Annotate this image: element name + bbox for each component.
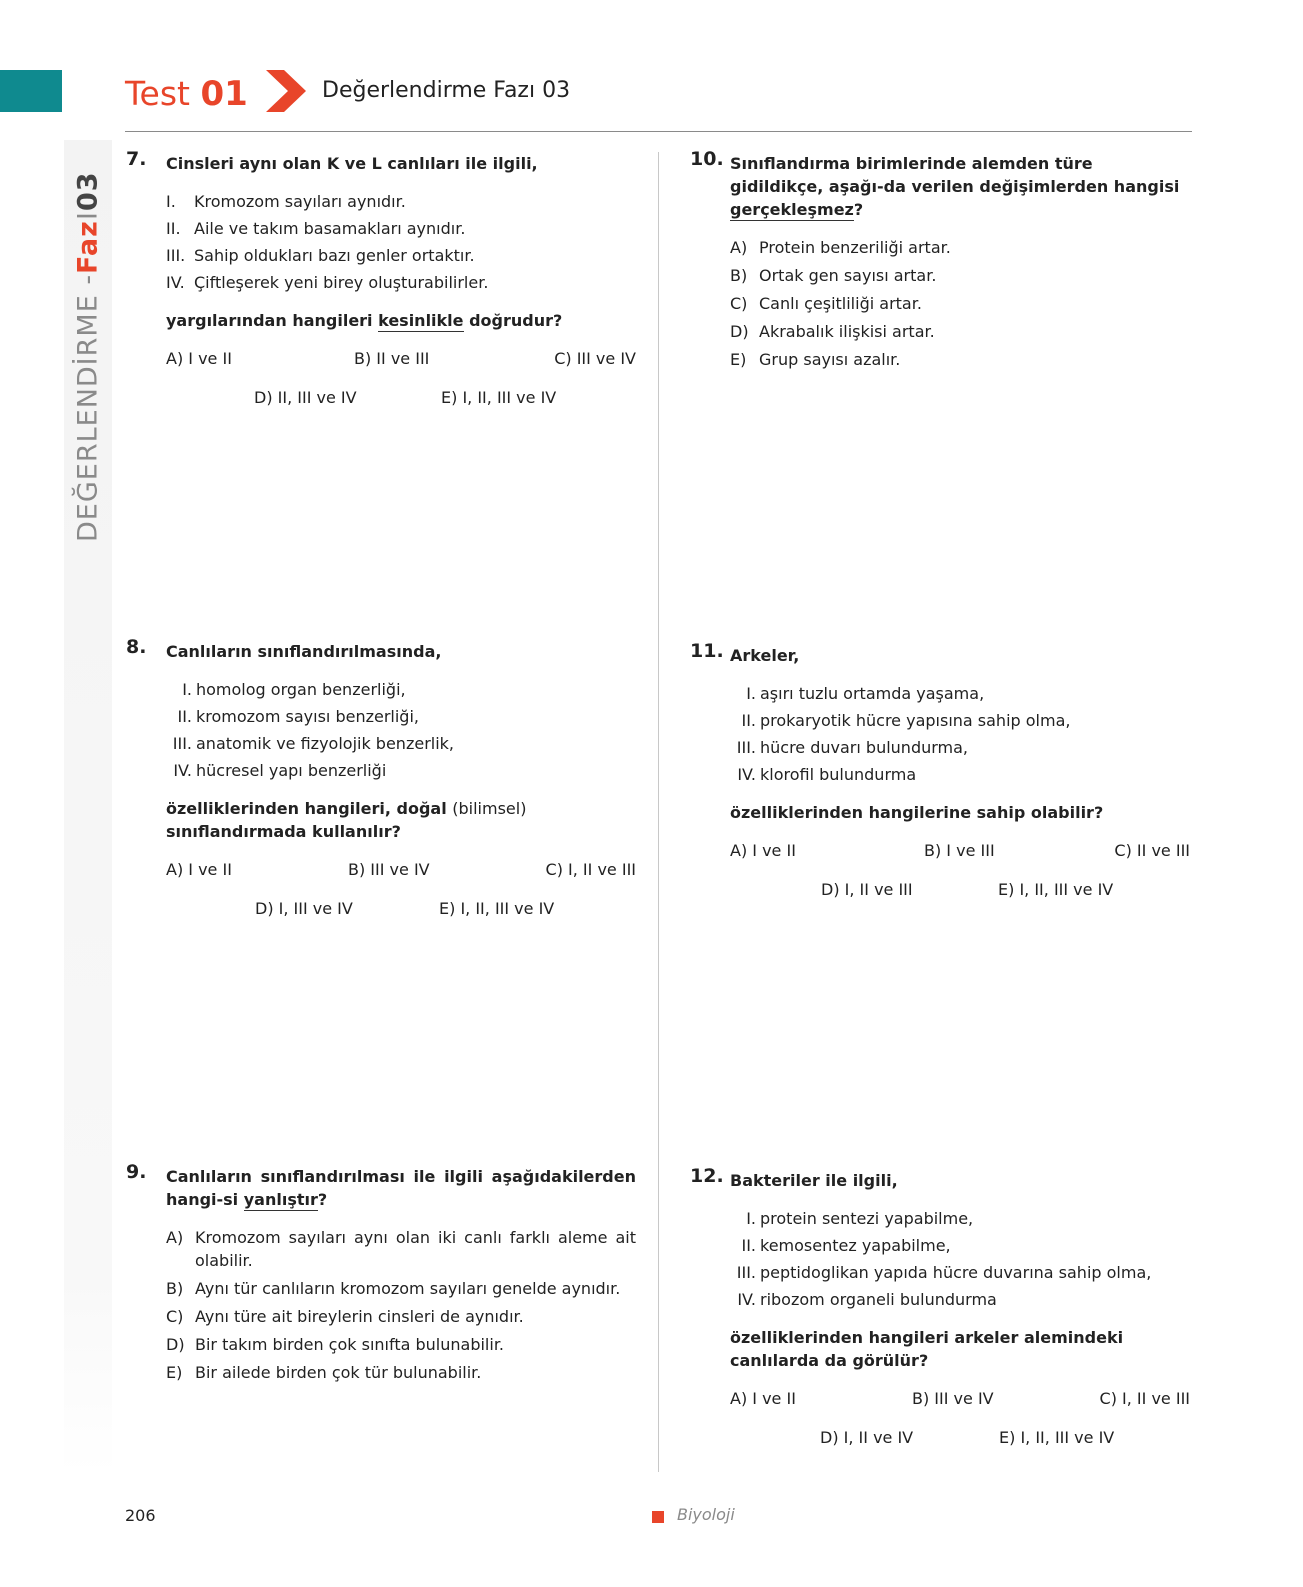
statement: IV. hücresel yapı benzerliği: [173, 761, 387, 780]
header-rule: [125, 131, 1192, 132]
options-row: [166, 897, 636, 920]
side-label-separator: I: [72, 211, 104, 221]
option-a[interactable]: A) I ve II: [166, 860, 232, 879]
question-11: [690, 640, 1190, 901]
option-a[interactable]: A) I ve II: [166, 349, 232, 368]
question-number: 7.: [126, 148, 147, 170]
statement: IV. ribozom organeli bulundurma: [737, 1290, 997, 1309]
question-12: [690, 1165, 1190, 1449]
option-e[interactable]: E) I, II, III ve IV: [439, 899, 555, 918]
question-number: 12.: [690, 1165, 724, 1187]
option-b[interactable]: B) III ve IV: [912, 1389, 994, 1408]
options-row: [166, 347, 636, 370]
header-subtitle: Değerlendirme Fazı 03: [322, 78, 571, 103]
side-label-main: DEĞERLENDİRME -: [72, 273, 104, 542]
option-a[interactable]: A) Protein benzeriliği artar.: [730, 238, 951, 257]
question-stem: Canlıların sınıflandırılmasında,: [166, 642, 442, 661]
option-a[interactable]: A) I ve II: [730, 841, 796, 860]
statement: II. Aile ve takım basamakları aynıdır.: [166, 219, 466, 238]
options-row: [730, 878, 1190, 901]
question-prompt: özelliklerinden hangileri arkeler alemindeki canlılarda da görülür?: [730, 1328, 1124, 1370]
question-prompt: yargılarından hangileri kesinlikle doğrudur?: [166, 311, 563, 330]
teal-corner-tab: [0, 70, 62, 112]
question-number: 9.: [126, 1161, 147, 1183]
option-c[interactable]: C) Aynı türe ait bireylerin cinsleri de aynıdır.: [166, 1307, 524, 1326]
statement: II. prokaryotik hücre yapısına sahip olma,: [741, 711, 1071, 730]
options-row: [730, 839, 1190, 862]
option-b[interactable]: B) I ve III: [924, 841, 995, 860]
statement: I. Kromozom sayıları aynıdır.: [166, 192, 406, 211]
option-e[interactable]: E) Grup sayısı azalır.: [730, 350, 901, 369]
test-title: [125, 74, 248, 114]
question-prompt: özelliklerinden hangilerine sahip olabilir?: [730, 803, 1104, 822]
question-stem: Sınıflandırma birimlerinde alemden türe gidildikçe, aşağı-da verilen değişimlerden hangisi gerçekleşmez?: [730, 154, 1180, 219]
side-label-faz: Faz: [72, 220, 104, 274]
option-c[interactable]: C) I, II ve III: [545, 860, 636, 879]
statement: I. protein sentezi yapabilme,: [746, 1209, 974, 1228]
statement: III. hücre duvarı bulundurma,: [736, 738, 969, 757]
option-c[interactable]: C) Canlı çeşitliliği artar.: [730, 294, 922, 313]
option-b[interactable]: B) Aynı tür canlıların kromozom sayıları genelde aynıdır.: [166, 1279, 621, 1298]
option-e[interactable]: E) I, II, III ve IV: [998, 880, 1114, 899]
test-word: Test: [125, 74, 190, 113]
page-number: 206: [125, 1506, 156, 1525]
question-number: 11.: [690, 640, 724, 662]
option-b[interactable]: B) Ortak gen sayısı artar.: [730, 266, 937, 285]
statement: II. kemosentez yapabilme,: [741, 1236, 951, 1255]
footer-subject: Biyoloji: [677, 1505, 735, 1524]
options-row: [166, 386, 636, 409]
statement: I. aşırı tuzlu ortamda yaşama,: [746, 684, 985, 703]
option-b[interactable]: B) II ve III: [354, 349, 430, 368]
question-10: [690, 148, 1190, 371]
chevron-right-icon: [262, 68, 308, 114]
option-c[interactable]: C) I, II ve III: [1099, 1389, 1190, 1408]
options-row: [730, 1387, 1190, 1410]
column-divider: [658, 152, 659, 1472]
statement: III. peptidoglikan yapıda hücre duvarına sahip olma,: [736, 1263, 1152, 1282]
statement: III. anatomik ve fizyolojik benzerlik,: [172, 734, 455, 753]
side-label: [68, 152, 108, 542]
question-number: 8.: [126, 636, 147, 658]
question-stem: Canlıların sınıflandırılması ile ilgili aşağıdakilerden hangi-si yanlıştır?: [166, 1167, 636, 1209]
option-d[interactable]: D) Bir takım birden çok sınıfta bulunabilir.: [166, 1335, 505, 1354]
statement: I. homolog organ benzerliği,: [182, 680, 406, 699]
option-a[interactable]: A) Kromozom sayıları aynı olan iki canlı farklı aleme ait olabilir.: [166, 1228, 636, 1270]
option-b[interactable]: B) III ve IV: [348, 860, 430, 879]
option-d[interactable]: D) I, III ve IV: [255, 899, 353, 918]
test-number: 01: [200, 74, 248, 114]
option-e[interactable]: E) I, II, III ve IV: [999, 1428, 1115, 1447]
square-icon: [652, 1511, 664, 1523]
options-row: [730, 1426, 1190, 1449]
statement: III. Sahip oldukları bazı genler ortaktır.: [166, 246, 475, 265]
question-stem: Cinsleri aynı olan K ve L canlıları ile ilgili,: [166, 154, 538, 173]
option-e[interactable]: E) Bir ailede birden çok tür bulunabilir.: [166, 1363, 482, 1382]
option-d[interactable]: D) II, III ve IV: [254, 388, 357, 407]
options-row: [166, 858, 636, 881]
statement: IV. Çiftleşerek yeni birey oluşturabilirler.: [166, 273, 489, 292]
question-stem: Arkeler,: [730, 646, 800, 665]
question-number: 10.: [690, 148, 724, 170]
option-c[interactable]: C) III ve IV: [554, 349, 636, 368]
option-d[interactable]: D) Akrabalık ilişkisi artar.: [730, 322, 935, 341]
question-9: [126, 1161, 636, 1384]
question-prompt: özelliklerinden hangileri, doğal (bilimsel) sınıflandırmada kullanılır?: [166, 799, 527, 841]
option-a[interactable]: A) I ve II: [730, 1389, 796, 1408]
statement: II. kromozom sayısı benzerliği,: [177, 707, 419, 726]
option-c[interactable]: C) II ve III: [1114, 841, 1190, 860]
option-d[interactable]: D) I, II ve III: [821, 880, 913, 899]
question-stem: Bakteriler ile ilgili,: [730, 1171, 898, 1190]
statement: IV. klorofil bulundurma: [737, 765, 917, 784]
question-8: [126, 636, 636, 920]
side-label-number: 03: [72, 171, 104, 212]
question-7: [126, 148, 636, 409]
option-d[interactable]: D) I, II ve IV: [820, 1428, 914, 1447]
option-e[interactable]: E) I, II, III ve IV: [441, 388, 557, 407]
